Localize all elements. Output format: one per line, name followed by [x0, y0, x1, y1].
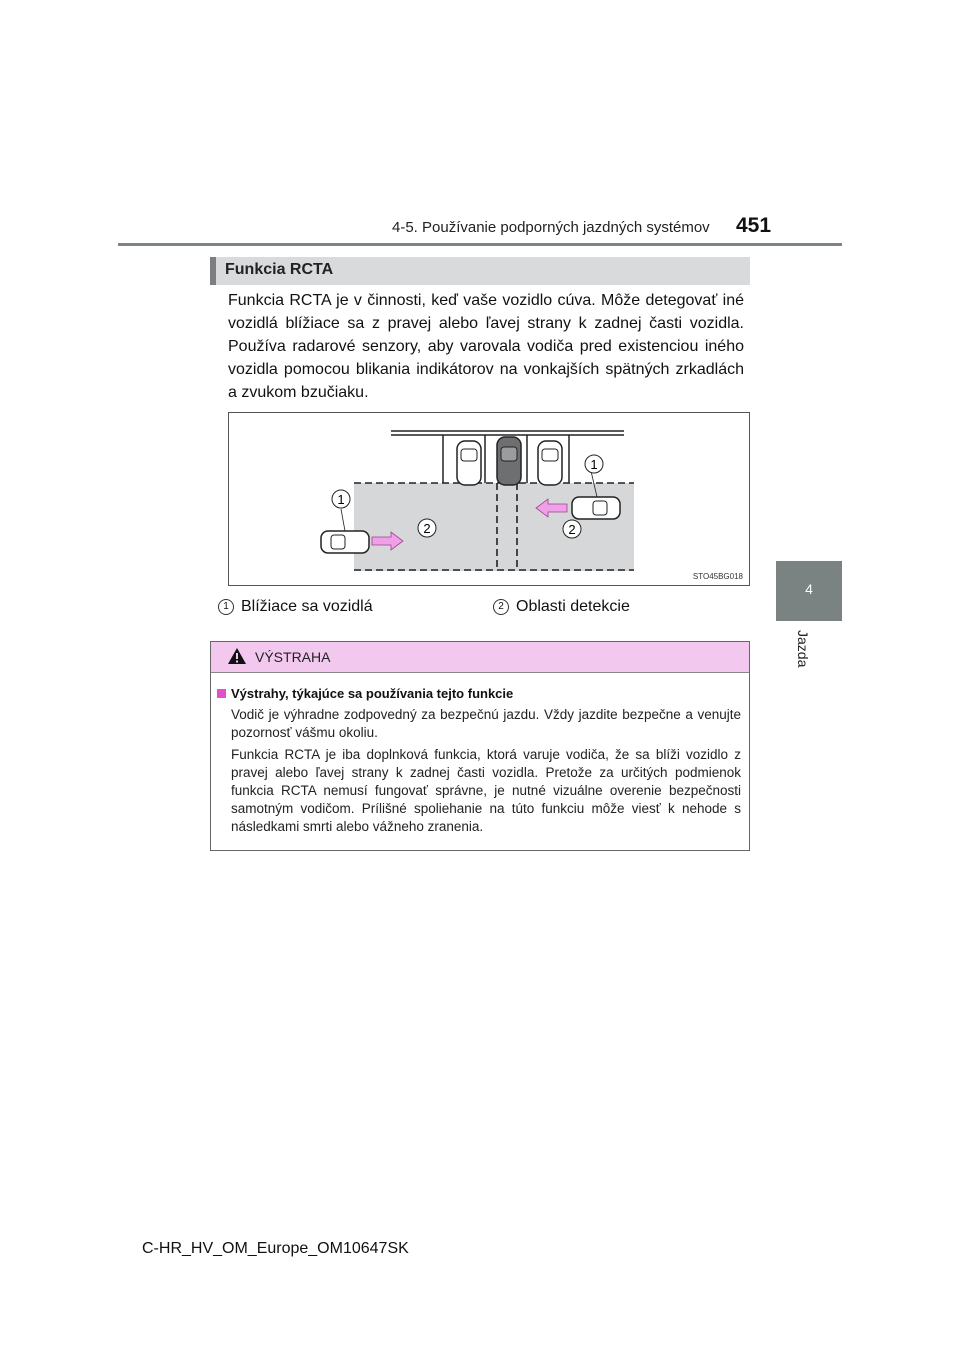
svg-text:2: 2: [423, 521, 431, 536]
parked-car-1: [457, 441, 481, 485]
warning-paragraph: Vodič je výhradne zodpovedný za bezpečnú jazdu. Vždy jazdite bezpečne a venujte pozornosť vášmu okoliu.: [231, 707, 741, 740]
section-heading-text: Funkcia RCTA: [225, 261, 334, 278]
warning-subheading: [217, 686, 513, 701]
approaching-vehicle-left: [321, 531, 369, 553]
page-number: 451: [736, 214, 772, 237]
callout-approaching-right: [585, 455, 603, 473]
svg-text:2: 2: [568, 522, 576, 537]
legend-number: 1: [218, 599, 234, 615]
legend-number: 2: [493, 599, 509, 615]
warning-paragraph: Funkcia RCTA je iba doplnková funkcia, ktorá varuje vodiča, že sa blíži vozidlo z pravej alebo ľavej strany k zadnej časti vozidla. Pretože za určitých podmienok funkcia RCTA nemusí fungovať správne, je nutné vizuálne overenie bezpečnosti samotným vodičom. Prílišné spoliehanie na túto funkciu môže viesť k nehode s následkami smrti alebo vážneho zranenia.: [231, 747, 741, 834]
callout-approaching-left: [332, 490, 350, 508]
warning-box: [210, 641, 750, 851]
own-vehicle: [497, 437, 521, 485]
svg-text:1: 1: [590, 457, 598, 472]
callout-detection-right: [563, 520, 581, 538]
section-heading: [210, 257, 750, 285]
chapter-tab: 4: [776, 561, 842, 621]
running-header-title: 4-5. Používanie podporných jazdných systémov: [392, 219, 710, 236]
legend-item: [218, 598, 373, 616]
leader-line: [341, 509, 345, 531]
warning-header: [211, 642, 749, 673]
figure-code: STO45BG018: [692, 572, 743, 581]
legend-text: Blížiace sa vozidlá: [241, 598, 373, 615]
warning-subheading-text: Výstrahy, týkajúce sa používania tejto funkcie: [231, 686, 514, 701]
parked-car-2: [538, 441, 562, 485]
rcta-illustration: [228, 412, 750, 586]
footer-doc-id: C-HR_HV_OM_Europe_OM10647SK: [142, 1240, 409, 1257]
legend-text: Oblasti detekcie: [516, 598, 630, 615]
intro-paragraph: Funkcia RCTA je v činnosti, keď vaše vozidlo cúva. Môže detegovať iné vozidlá blížiace sa z pravej alebo ľavej strany k zadnej časti vozidla. Používa radarové senzory, aby varovala vodiča pred existenciou iného vozidla pomocou blikania indikátorov na vonkajších spätných zrkadlách a zvukom bzučiaku.: [228, 292, 744, 401]
rcta-diagram: [229, 413, 749, 585]
svg-text:1: 1: [337, 492, 345, 507]
chapter-label: Jazda: [795, 630, 811, 668]
warning-title: VÝSTRAHA: [255, 649, 331, 665]
approaching-vehicle-right: [572, 497, 620, 519]
header-rule: [118, 243, 842, 246]
callout-detection-left: [418, 519, 436, 537]
legend-item: [493, 598, 630, 616]
bullet-square-icon: [217, 689, 226, 698]
warning-triangle-icon: [227, 647, 247, 665]
